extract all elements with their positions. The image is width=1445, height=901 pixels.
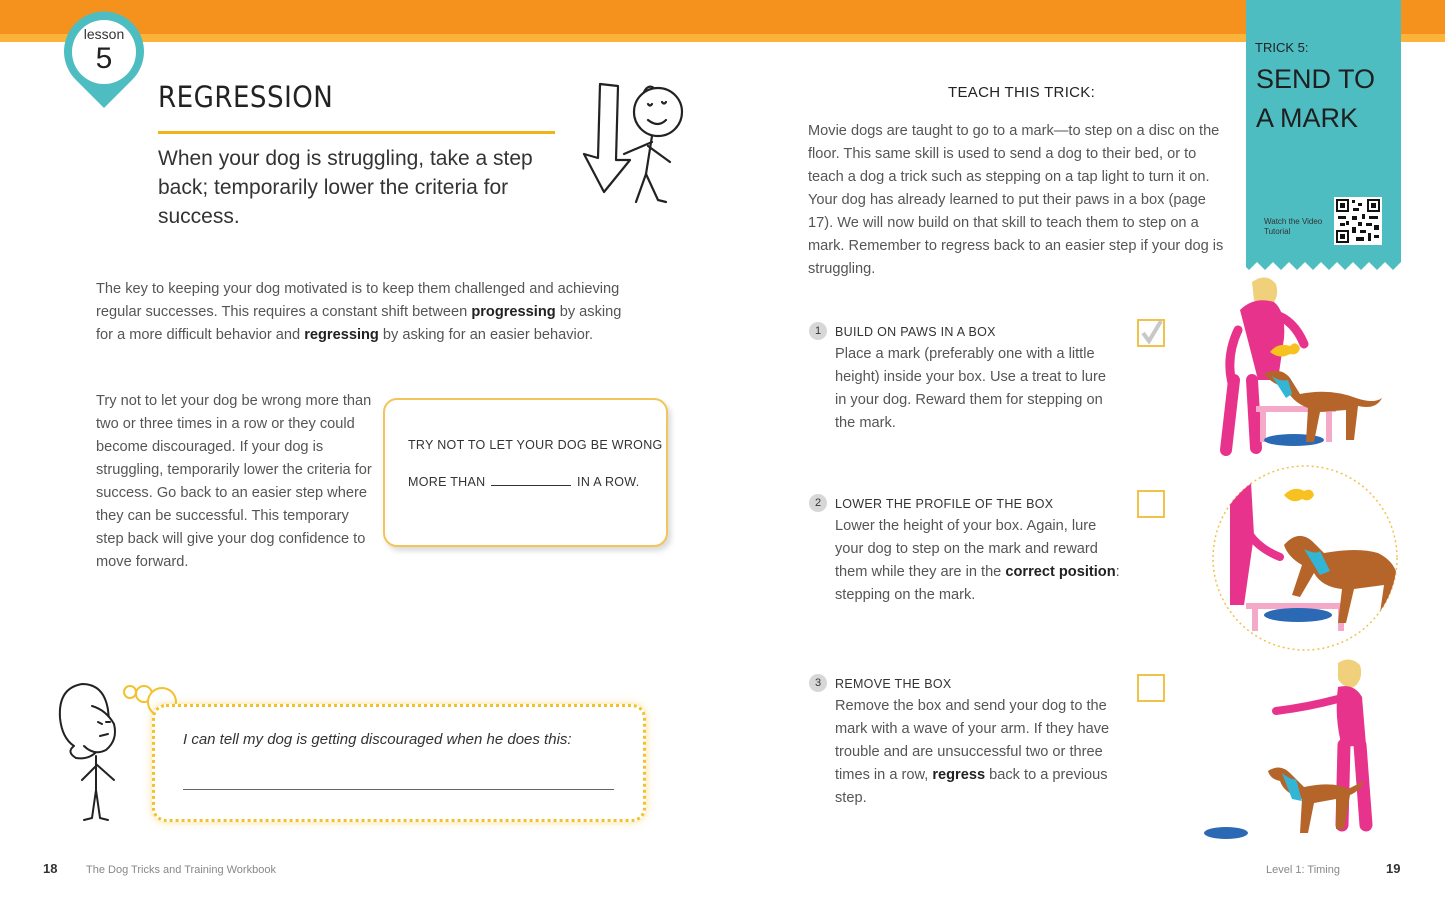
step-3-title: REMOVE THE BOX	[835, 677, 952, 691]
stick-figure-arrow-illustration	[578, 80, 693, 210]
lesson-label: lesson	[83, 26, 125, 42]
step-3-text-2: back to a previous step.	[835, 767, 1108, 806]
teach-heading: TEACH THIS TRICK:	[948, 84, 1096, 101]
title-underline	[158, 131, 555, 134]
section-footer: Level 1: Timing	[1266, 864, 1340, 876]
top-color-bar	[0, 0, 1445, 34]
step-3-text-1: Remove the box and send your dog to the mark with a wave of your arm. If they have trouble and are unsuccessful two or three times in a row,	[835, 698, 1110, 783]
lead-text: When your dog is struggling, take a step back; temporarily lower the criteria for success.	[158, 147, 533, 228]
step-3-number: 3	[809, 674, 827, 692]
right-page-number: 19	[1386, 861, 1401, 876]
fill-in-blank[interactable]	[491, 475, 571, 486]
step-2-text-1: Lower the height of your box. Again, lure your dog to step on the mark and reward them while they are in the	[835, 518, 1098, 580]
fill-in-line-2-start: MORE THAN	[408, 475, 486, 489]
para1-bold-progressing: progressing	[471, 304, 556, 320]
step-3-body	[835, 695, 1120, 810]
thought-writing-box	[152, 704, 646, 822]
step-1-photo	[1200, 270, 1400, 460]
fill-in-line-2	[408, 475, 639, 489]
page-title: REGRESSION	[158, 80, 334, 114]
lesson-number: 5	[95, 42, 113, 75]
trick-intro-paragraph: Movie dogs are taught to go to a mark—to step on a disc on the floor. This same skill is used to send a dog to their bed, or to teach a dog a trick such as stepping on a tap light to turn it on. Your dog has already learned to put their paws in a box (page 17). We will now build on that skill to teach them to step on a mark. Remember to regress back to an easier step if your dog is struggling.	[808, 123, 1224, 277]
para1-text-3: by asking for an easier behavior.	[378, 327, 594, 343]
step-2-bold: correct position	[1005, 564, 1116, 580]
intro-paragraph	[96, 278, 641, 347]
step-1-number: 1	[809, 322, 827, 340]
step-3-photo	[1198, 655, 1403, 845]
step-1-checkbox[interactable]	[1137, 319, 1165, 347]
top-accent-line	[0, 34, 1445, 42]
step-3-checkbox[interactable]	[1137, 674, 1165, 702]
step-2-text-2: : stepping on the mark.	[835, 564, 1120, 603]
step-2-body	[835, 515, 1120, 607]
book-title-footer: The Dog Tricks and Training Workbook	[86, 864, 276, 876]
qr-code-icon[interactable]	[1334, 197, 1382, 245]
step-2-checkbox[interactable]	[1137, 490, 1165, 518]
writing-line[interactable]	[183, 789, 614, 790]
step-2-number: 2	[809, 494, 827, 512]
step-2-photo	[1212, 465, 1402, 651]
step-1-body	[835, 343, 1120, 435]
second-paragraph: Try not to let your dog be wrong more than two or three times in a row or they could become discouraged. If your dog is struggling, temporarily lower the criteria for success. Go back to an easier step where they can be successful. This temporary step back will give your dog confidence to move forward.	[96, 393, 372, 570]
para1-bold-regressing: regressing	[304, 327, 379, 343]
trick-label: TRICK 5:	[1255, 40, 1309, 55]
left-page-number: 18	[43, 861, 58, 876]
thought-prompt: I can tell my dog is getting discouraged when he does this:	[183, 731, 572, 748]
step-1-title: BUILD ON PAWS IN A BOX	[835, 325, 996, 339]
fill-in-box	[383, 398, 668, 547]
fill-in-line-2-end: IN A ROW.	[577, 475, 640, 489]
checkmark-icon	[1139, 321, 1163, 345]
step-1-text: Place a mark (preferably one with a little height) inside your box. Use a treat to lure in your dog. Reward them for stepping on the mark.	[835, 346, 1106, 431]
para1-text-2: by asking for a more difficult behavior and	[96, 304, 622, 343]
step-3-bold: regress	[932, 767, 986, 783]
fill-in-line-1: TRY NOT TO LET YOUR DOG BE WRONG	[408, 438, 663, 452]
video-tutorial-label: Watch the Video Tutorial	[1264, 217, 1323, 236]
trick-name: SEND TO A MARK	[1256, 64, 1376, 133]
step-2-title: LOWER THE PROFILE OF THE BOX	[835, 497, 1054, 511]
para1-text-1: The key to keeping your dog motivated is to keep them challenged and achieving regular successes. This requires a constant shift between	[96, 281, 620, 320]
